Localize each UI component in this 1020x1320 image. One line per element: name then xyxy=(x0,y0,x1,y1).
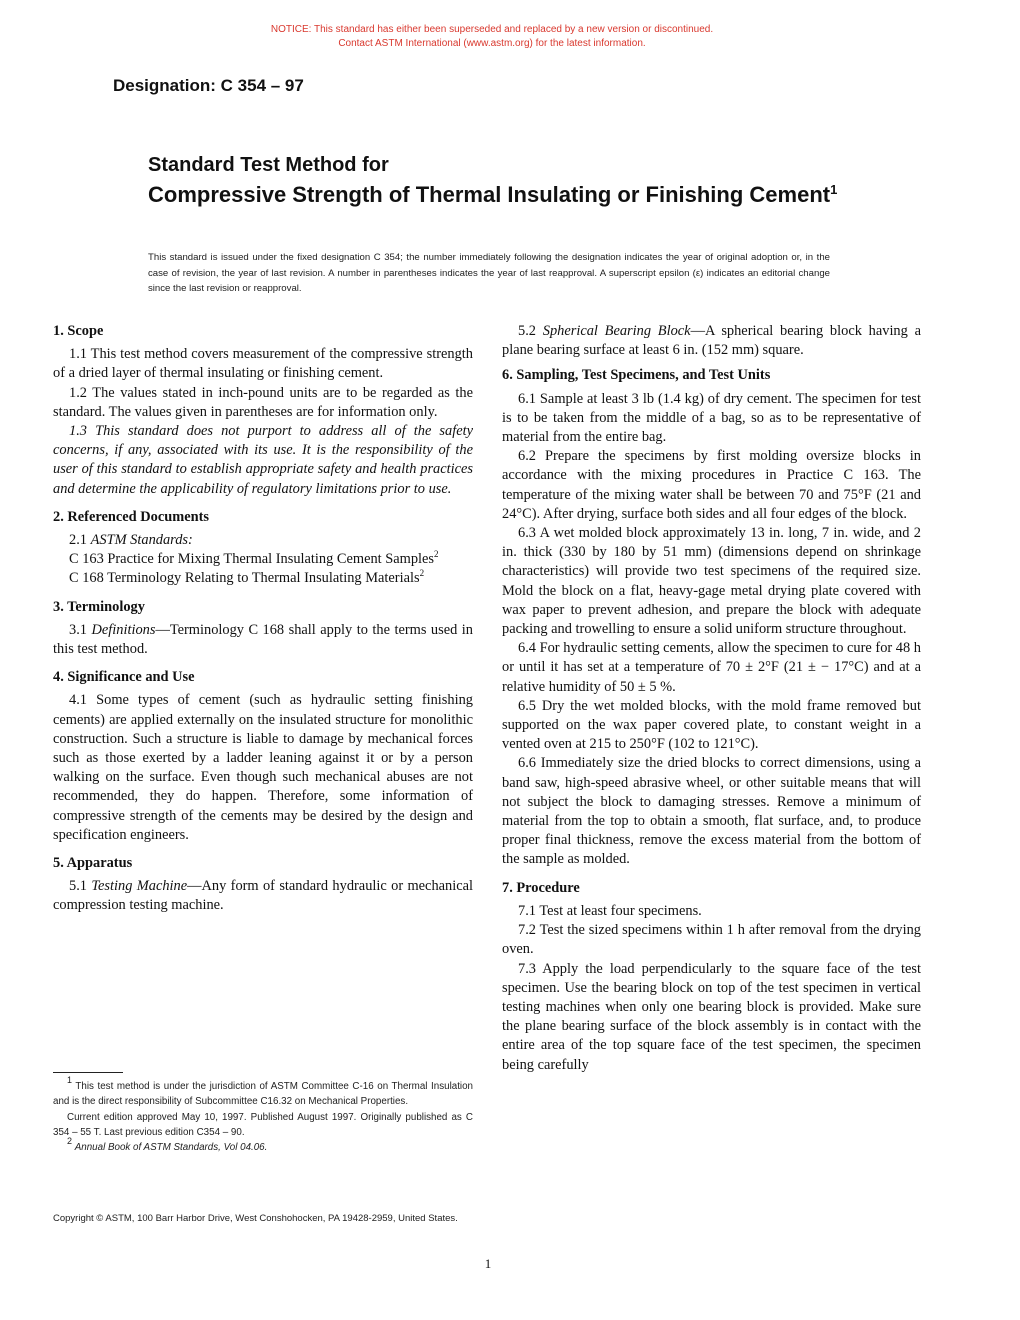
notice-line-1: NOTICE: This standard has either been superseded and replaced by a new version or discontinued. xyxy=(270,24,714,35)
title-prefix: Standard Test Method for xyxy=(148,154,389,176)
page-number: 1 xyxy=(484,1256,492,1271)
para-5-2-text: —A spherical bearing block having a plane bearing surface at least 6 in. (152 mm) square. xyxy=(502,323,921,359)
para-6-3: 6.3 A wet molded block approximately 13 in. long, 7 in. wide, and 2 in. thick (330 by 180 by 51 mm) (dimensions depend on shrinkage characteristics) will provide two test specimens of the required size. Mold the block on a flat, heavy-gage metal drying plate covered with wax paper to prevent adhesion, and prepare the block with adequate packing and trowelling to ensure a solid uniform structure throughout. xyxy=(502,525,921,638)
ref-c168 xyxy=(53,569,473,588)
notice-line-2: Contact ASTM International (www.astm.org) for the latest information. xyxy=(338,38,646,49)
para-5-2 xyxy=(502,322,921,360)
supersession-notice xyxy=(0,23,984,51)
section-heading-referenced: 2. Referenced Documents xyxy=(53,508,209,525)
section-heading-procedure: 7. Procedure xyxy=(502,879,580,896)
para-1-3 xyxy=(53,422,473,499)
ref-c163-text: C 163 Practice for Mixing Thermal Insulating Cement Samples xyxy=(69,551,435,568)
para-6-2: 6.2 Prepare the specimens by first molding oversize blocks in accordance with the mixing procedures in Practice C 163. The temperature of the mixing water shall be between 70 and 75°F (21 and 24°C). After drying, surface both sides and all four edges of the block. xyxy=(502,448,921,522)
para-3-1-text: —Terminology C 168 shall apply to the terms used in this test method. xyxy=(53,621,473,658)
footnote-1 xyxy=(53,1075,473,1110)
designation: Designation: C 354 – 97 xyxy=(113,76,304,95)
footnote-1-mark: 1 xyxy=(67,1075,73,1085)
para-3-1 xyxy=(53,621,473,659)
para-5-1-text: —Any form of standard hydraulic or mechanical compression testing machine. xyxy=(53,878,473,914)
title-text: Compressive Strength of Thermal Insulating or Finishing Cement xyxy=(148,182,831,207)
para-2-1-label: ASTM Standards: xyxy=(90,532,193,549)
footnote-2-text: Annual Book of ASTM Standards, Vol 04.06. xyxy=(74,1142,268,1154)
para-7-1: 7.1 Test at least four specimens. xyxy=(518,902,702,919)
para-7-3: 7.3 Apply the load perpendicularly to the square face of the test specimen. Use the bearing block on top of the test specimen in vertical testing machines when only one bearing block is provided. Make sure the plane bearing surface of the block assembly is in contact with the entire area of the top square face of the test specimen, the specimen being carefully xyxy=(502,960,921,1073)
ref-c168-text: C 168 Terminology Relating to Thermal Insulating Materials xyxy=(69,570,420,587)
ref-c163-mark: 2 xyxy=(434,549,439,560)
footnote-2 xyxy=(53,1136,473,1155)
footnote-1-edition: Current edition approved May 10, 1997. Published August 1997. Originally published as C 354 – 55 T. Last previous edition C354 – 90. xyxy=(53,1111,473,1138)
para-6-5: 6.5 Dry the wet molded blocks, with the mold frame removed but supported on the wax paper covered plate, to constant weight in a vented oven at 215 to 250°F (102 to 121°C). xyxy=(502,697,921,753)
para-1-2: 1.2 The values stated in inch-pound units are to be regarded as the standard. The values given in parentheses are for information only. xyxy=(53,384,473,420)
para-5-1 xyxy=(53,877,473,915)
para-3-1-num: 3.1 xyxy=(69,621,87,638)
ref-c163 xyxy=(53,550,473,569)
section-heading-terminology: 3. Terminology xyxy=(53,598,145,615)
ref-c168-mark: 2 xyxy=(419,568,425,579)
para-5-2-label: Spherical Bearing Block xyxy=(542,323,691,339)
left-column xyxy=(53,322,473,916)
para-4-1: 4.1 Some types of cement (such as hydraulic setting finishing cements) are applied externally on the insulated structure for monolithic construction. Such a structure is liable to damage by mechanical forces such as those exerted by a ladder leaning against it or by a person walking on the surface. Even though such mechanical abuses are not recommended, they do happen. Therefore, some information of compressive strength of the cements may be desired by the design and specification engineers. xyxy=(53,692,473,843)
para-1-3-text: 1.3 This standard does not purport to address all of the safety concerns, if any, associated with its use. It is the responsibility of the user of this standard to establish appropriate safety and health practices and determine the applicability of regulatory limitations prior to use. xyxy=(53,423,473,497)
para-7-2: 7.2 Test the sized specimens within 1 h after removal from the drying oven. xyxy=(502,922,921,958)
para-5-1-num: 5.1 xyxy=(69,878,87,895)
issuance-statement: This standard is issued under the fixed designation C 354; the number immediately following the designation indicates the year of original adoption or, in the case of revision, the year of last revision. A number in parentheses indicates the year of last reapproval. A superscript epsilon (ε) indicates an editorial change since the last revision or reapproval. xyxy=(148,252,830,294)
section-heading-scope: 1. Scope xyxy=(53,323,104,339)
copyright-line: Copyright © ASTM, 100 Barr Harbor Drive, West Conshohocken, PA 19428-2959, United States. xyxy=(53,1213,458,1224)
para-3-1-label: Definitions xyxy=(91,621,156,638)
footnotes xyxy=(53,1075,473,1155)
para-5-1-label: Testing Machine xyxy=(91,878,188,895)
para-2-1 xyxy=(53,531,473,550)
para-1-1: 1.1 This test method covers measurement of the compressive strength of a dried layer of thermal insulating or finishing cement. xyxy=(53,346,473,382)
para-6-1: 6.1 Sample at least 3 lb (1.4 kg) of dry cement. The specimen for test is to be taken from the middle of a bag, so as to be representative of material from the entire bag. xyxy=(502,390,921,446)
para-6-4: 6.4 For hydraulic setting cements, allow the specimen to cure for 48 h or until it has set at a temperature of 70 ± 2°F (21 ± − 17°C) and at a relative humidity of 50 ± 5 %. xyxy=(502,640,921,695)
para-6-6: 6.6 Immediately size the dried blocks to correct dimensions, using a band saw, high-speed abrasive wheel, or other suitable means that will not subject the block to damaging stresses. Remove a minimum of material from the top to obtain a smooth, flat surface, and, to produce proper final thickness, remove the excess material from the bottom of the sample as molded. xyxy=(502,755,921,868)
right-column xyxy=(502,322,921,1075)
document-title xyxy=(148,177,868,207)
title-footnote-mark: 1 xyxy=(830,182,838,197)
section-heading-sampling: 6. Sampling, Test Specimens, and Test Units xyxy=(502,367,771,384)
footnote-divider xyxy=(53,1072,123,1073)
section-heading-significance: 4. Significance and Use xyxy=(53,669,195,686)
section-heading-apparatus: 5. Apparatus xyxy=(53,855,133,872)
para-2-1-num: 2.1 xyxy=(69,532,87,549)
para-5-2-num: 5.2 xyxy=(518,323,536,339)
footnote-2-mark: 2 xyxy=(67,1136,73,1147)
footnote-1-text: This test method is under the jurisdiction of ASTM Committee C-16 on Thermal Insulation and is the direct responsibility of Subcommittee C16.32 on Mechanical Properties. xyxy=(53,1081,473,1108)
